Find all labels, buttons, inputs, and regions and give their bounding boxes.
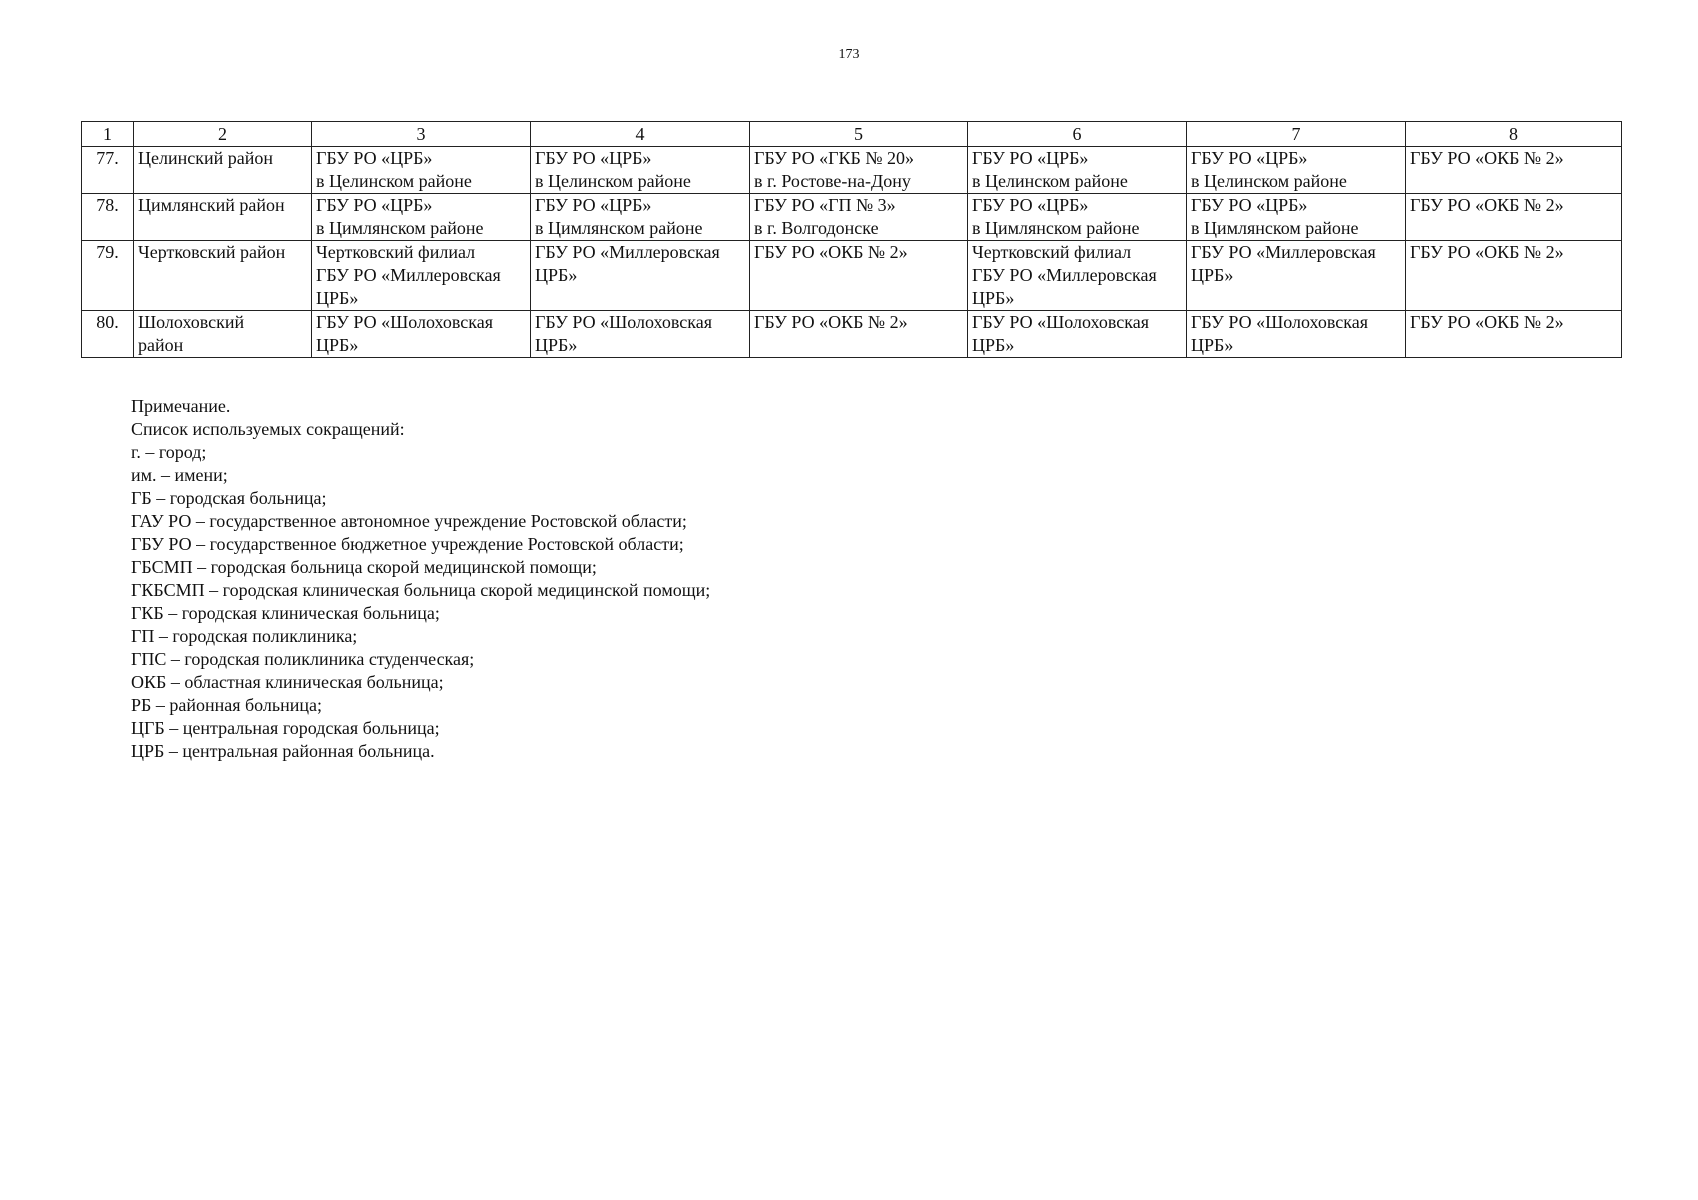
- abbreviation-item: ЦГБ – центральная городская больница;: [131, 718, 440, 738]
- abbreviations-note: [131, 395, 710, 763]
- row-number: 80.: [82, 311, 134, 358]
- table-cell: ГБУ РО «Шолоховская ЦРБ»: [312, 311, 531, 358]
- district-cell: Цимлянский район: [134, 194, 312, 241]
- table-cell: ГБУ РО «ЦРБ» в Целинском районе: [312, 147, 531, 194]
- table-cell: ГБУ РО «ОКБ № 2»: [1406, 241, 1622, 311]
- abbreviation-item: ОКБ – областная клиническая больница;: [131, 672, 444, 692]
- abbreviation-item: г. – город;: [131, 442, 207, 462]
- row-number: 77.: [82, 147, 134, 194]
- column-header: 1: [82, 122, 134, 147]
- table-row: [82, 194, 1622, 241]
- table-cell: ГБУ РО «Шолоховская ЦРБ»: [968, 311, 1187, 358]
- table-cell: Чертковский филиал ГБУ РО «Миллеровская ЦРБ»: [312, 241, 531, 311]
- table-cell: ГБУ РО «ЦРБ» в Целинском районе: [968, 147, 1187, 194]
- district-cell: Чертковский район: [134, 241, 312, 311]
- district-cell: Шолоховский район: [134, 311, 312, 358]
- table-cell: ГБУ РО «ГП № 3» в г. Волгодонске: [750, 194, 968, 241]
- table-cell: ГБУ РО «ЦРБ» в Цимлянском районе: [968, 194, 1187, 241]
- table-cell: ГБУ РО «Миллеровская ЦРБ»: [1187, 241, 1406, 311]
- abbreviation-item: ЦРБ – центральная районная больница.: [131, 741, 435, 761]
- table-cell: ГБУ РО «ЦРБ» в Целинском районе: [531, 147, 750, 194]
- column-header: 8: [1406, 122, 1622, 147]
- column-header: 7: [1187, 122, 1406, 147]
- column-header: 5: [750, 122, 968, 147]
- table-cell: ГБУ РО «ЦРБ» в Цимлянском районе: [531, 194, 750, 241]
- column-header: 4: [531, 122, 750, 147]
- column-header: 3: [312, 122, 531, 147]
- note-subtitle: Список используемых сокращений:: [131, 419, 405, 439]
- abbreviation-item: ГБУ РО – государственное бюджетное учреждение Ростовской области;: [131, 534, 684, 554]
- table-cell: ГБУ РО «Шолоховская ЦРБ»: [1187, 311, 1406, 358]
- table-cell: ГБУ РО «ОКБ № 2»: [1406, 194, 1622, 241]
- table-header-row: [82, 122, 1622, 147]
- abbreviation-item: ГКБ – городская клиническая больница;: [131, 603, 440, 623]
- row-number: 79.: [82, 241, 134, 311]
- abbreviation-item: ГБ – городская больница;: [131, 488, 327, 508]
- note-title: Примечание.: [131, 396, 231, 416]
- table-cell: Чертковский филиал ГБУ РО «Миллеровская ЦРБ»: [968, 241, 1187, 311]
- column-header: 6: [968, 122, 1187, 147]
- page-number: 173: [838, 47, 860, 62]
- table-cell: ГБУ РО «ОКБ № 2»: [750, 311, 968, 358]
- table-row: [82, 311, 1622, 358]
- abbreviation-item: ГПС – городская поликлиника студенческая;: [131, 649, 475, 669]
- table-cell: ГБУ РО «ЦРБ» в Цимлянском районе: [312, 194, 531, 241]
- row-number: 78.: [82, 194, 134, 241]
- abbreviation-item: ГКБСМП – городская клиническая больница скорой медицинской помощи;: [131, 580, 711, 600]
- table-cell: ГБУ РО «Шолоховская ЦРБ»: [531, 311, 750, 358]
- table-cell: ГБУ РО «ЦРБ» в Целинском районе: [1187, 147, 1406, 194]
- table-row: [82, 241, 1622, 311]
- table-cell: ГБУ РО «ОКБ № 2»: [1406, 147, 1622, 194]
- table-row: [82, 147, 1622, 194]
- abbreviation-item: ГАУ РО – государственное автономное учреждение Ростовской области;: [131, 511, 687, 531]
- table-cell: ГБУ РО «ГКБ № 20» в г. Ростове-на-Дону: [750, 147, 968, 194]
- table-cell: ГБУ РО «ОКБ № 2»: [1406, 311, 1622, 358]
- hospital-routing-table: [81, 121, 1622, 358]
- table-cell: ГБУ РО «Миллеровская ЦРБ»: [531, 241, 750, 311]
- district-cell: Целинский район: [134, 147, 312, 194]
- abbreviation-item: РБ – районная больница;: [131, 695, 323, 715]
- abbreviation-item: им. – имени;: [131, 465, 228, 485]
- table-cell: ГБУ РО «ЦРБ» в Цимлянском районе: [1187, 194, 1406, 241]
- column-header: 2: [134, 122, 312, 147]
- table-cell: ГБУ РО «ОКБ № 2»: [750, 241, 968, 311]
- abbreviation-item: ГБСМП – городская больница скорой медицинской помощи;: [131, 557, 597, 577]
- abbreviation-item: ГП – городская поликлиника;: [131, 626, 358, 646]
